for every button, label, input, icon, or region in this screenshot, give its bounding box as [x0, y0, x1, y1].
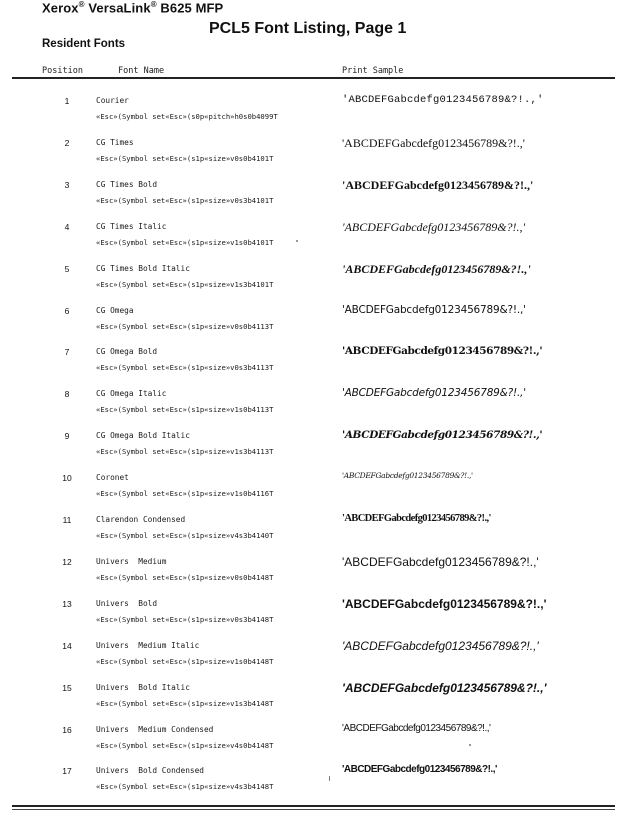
font-name: Univers Medium Condensed: [96, 724, 214, 734]
font-position: 12: [62, 556, 72, 567]
font-name: Univers Bold Condensed: [96, 766, 204, 776]
column-header-position: Position: [42, 66, 83, 76]
font-row: [0, 219, 635, 262]
registered-mark-2: ®: [150, 0, 157, 9]
font-row: [0, 680, 635, 723]
product-model: B625 MFP: [156, 0, 224, 16]
font-position: 13: [62, 598, 72, 609]
registered-mark: ®: [78, 0, 85, 9]
escape-sequence: «Esc»(Symbol set«Esc»(s1p«size»v0s0b4101T: [96, 153, 274, 163]
font-row: [0, 431, 635, 471]
scan-speck: [296, 240, 298, 242]
listing-title: PCL5 Font Listing, Page 1: [209, 20, 407, 37]
print-sample: 'ABCDEFGabcdefg0123456789&?!.,': [342, 722, 491, 734]
escape-sequence: «Esc»(Symbol set«Esc»(s1p«size»v0s3b4148T: [96, 614, 274, 624]
font-position: 9: [64, 431, 70, 442]
font-name: Univers Medium Italic: [96, 640, 200, 650]
font-row: [0, 722, 635, 765]
print-sample: 'ABCDEFGabcdefg0123456789&?!.,': [342, 429, 543, 442]
escape-sequence: «Esc»(Symbol set«Esc»(s1p«size»v0s0b4148T: [96, 572, 274, 582]
print-sample: 'ABCDEFGabcdefg0123456789&?!.,': [342, 513, 491, 524]
print-sample: 'ABCDEFGabcdefg0123456789&?!.,': [342, 94, 544, 106]
font-row: [0, 515, 635, 555]
escape-sequence: «Esc»(Symbol set«Esc»(s1p«size»v1s0b4116T: [96, 489, 274, 499]
print-sample: 'ABCDEFGabcdefg0123456789&?!.,': [342, 387, 526, 400]
font-row: [0, 554, 635, 597]
font-row: [0, 389, 635, 429]
font-name: Coronet: [96, 473, 129, 483]
brand-name: Xerox: [42, 0, 79, 16]
font-name: CG Times Bold Italic: [96, 263, 190, 273]
font-position: 11: [62, 515, 72, 525]
font-name: CG Times Bold: [96, 179, 158, 189]
font-name: Univers Bold: [96, 598, 158, 608]
font-position: 16: [62, 724, 72, 735]
font-position: 7: [64, 347, 70, 358]
font-row: [0, 766, 635, 806]
font-row: [0, 347, 635, 387]
font-position: 4: [64, 221, 70, 232]
escape-sequence: «Esc»(Symbol set«Esc»(s1p«size»v1s0b4148T: [96, 656, 274, 666]
font-name: Univers Medium: [96, 556, 167, 566]
font-position: 8: [64, 389, 70, 400]
font-row: [0, 261, 635, 304]
escape-sequence: «Esc»(Symbol set«Esc»(s1p«size»v0s3b4113T: [96, 363, 274, 373]
escape-sequence: «Esc»(Symbol set«Esc»(s1p«size»v0s0b4113T: [96, 321, 274, 331]
escape-sequence: «Esc»(Symbol set«Esc»(s1p«size»v4s0b4148T: [96, 740, 274, 750]
print-sample: 'ABCDEFGabcdefg0123456789&?!.,': [342, 554, 539, 569]
font-name: Univers Bold Italic: [96, 682, 190, 692]
print-sample: 'ABCDEFGabcdefg0123456789&?!.,': [342, 596, 547, 611]
font-name: Clarendon Condensed: [96, 515, 186, 524]
print-sample: 'ABCDEFGabcdefg0123456789&?!.,': [342, 638, 539, 653]
font-name: CG Omega Italic: [96, 389, 167, 399]
print-sample: 'ABCDEFGabcdefg0123456789&?!.,': [342, 471, 473, 481]
section-heading: Resident Fonts: [42, 38, 126, 50]
font-position: 1: [64, 96, 70, 106]
escape-sequence: «Esc»(Symbol set«Esc»(s1p«size»v1s0b4101T: [96, 237, 274, 247]
font-name: Courier: [96, 96, 129, 105]
scan-speck: [469, 744, 471, 746]
escape-sequence: «Esc»(Symbol set«Esc»(s1p«size»v1s0b4113T: [96, 405, 274, 415]
font-row: [0, 473, 635, 513]
print-sample: 'ABCDEFGabcdefg0123456789&?!.,': [342, 303, 526, 316]
font-row: [0, 177, 635, 220]
font-name: CG Times Italic: [96, 221, 167, 231]
escape-sequence: «Esc»(Symbol set«Esc»(s1p«size»v0s3b4101T: [96, 195, 274, 205]
font-row: [0, 135, 635, 178]
footer-divider: [12, 805, 615, 807]
escape-sequence: «Esc»(Symbol set«Esc»(s1p«size»v4s3b4140T: [96, 531, 274, 540]
column-header-font-name: Font Name: [118, 66, 165, 76]
font-row: [0, 638, 635, 681]
product-line: VersaLink: [84, 0, 151, 16]
print-sample: 'ABCDEFGabcdefg0123456789&?!.,': [342, 135, 525, 150]
print-sample: 'ABCDEFGabcdefg0123456789&?!.,': [342, 261, 531, 276]
font-row: [0, 96, 635, 136]
font-position: 2: [64, 137, 70, 148]
font-name: CG Omega Bold Italic: [96, 431, 190, 441]
print-sample: 'ABCDEFGabcdefg0123456789&?!.,': [342, 219, 526, 234]
font-row: [0, 303, 635, 346]
font-position: 17: [62, 766, 72, 777]
font-position: 15: [62, 682, 72, 693]
print-sample: 'ABCDEFGabcdefg0123456789&?!.,': [342, 177, 534, 192]
escape-sequence: «Esc»(Symbol set«Esc»(s1p«size»v4s3b4148T: [96, 782, 274, 792]
font-position: 6: [64, 305, 70, 316]
print-sample: 'ABCDEFGabcdefg0123456789&?!.,': [342, 680, 547, 695]
font-position: 14: [62, 640, 72, 651]
escape-sequence: «Esc»(Symbol set«Esc»(s1p«size»v1s3b4101T: [96, 279, 274, 289]
font-name: CG Omega: [96, 305, 134, 315]
font-position: 3: [64, 179, 70, 190]
font-position: 10: [62, 473, 72, 484]
scan-speck: [329, 776, 330, 781]
font-name: CG Times: [96, 137, 134, 147]
escape-sequence: «Esc»(Symbol set«Esc»(s1p«size»v1s3b4148T: [96, 698, 274, 708]
font-row: [0, 596, 635, 639]
column-header-print-sample: Print Sample: [342, 66, 404, 76]
print-sample: 'ABCDEFGabcdefg0123456789&?!.,': [342, 345, 543, 358]
escape-sequence: «Esc»(Symbol set«Esc»(s1p«size»v1s3b4113T: [96, 447, 274, 457]
escape-sequence: «Esc»(Symbol set«Esc»(s0p«pitch»h0s0b4099T: [96, 112, 278, 121]
footer-divider-thin: [12, 809, 615, 810]
print-sample: 'ABCDEFGabcdefg0123456789&?!.,': [342, 764, 497, 776]
font-position: 5: [64, 263, 70, 274]
font-name: CG Omega Bold: [96, 347, 158, 357]
